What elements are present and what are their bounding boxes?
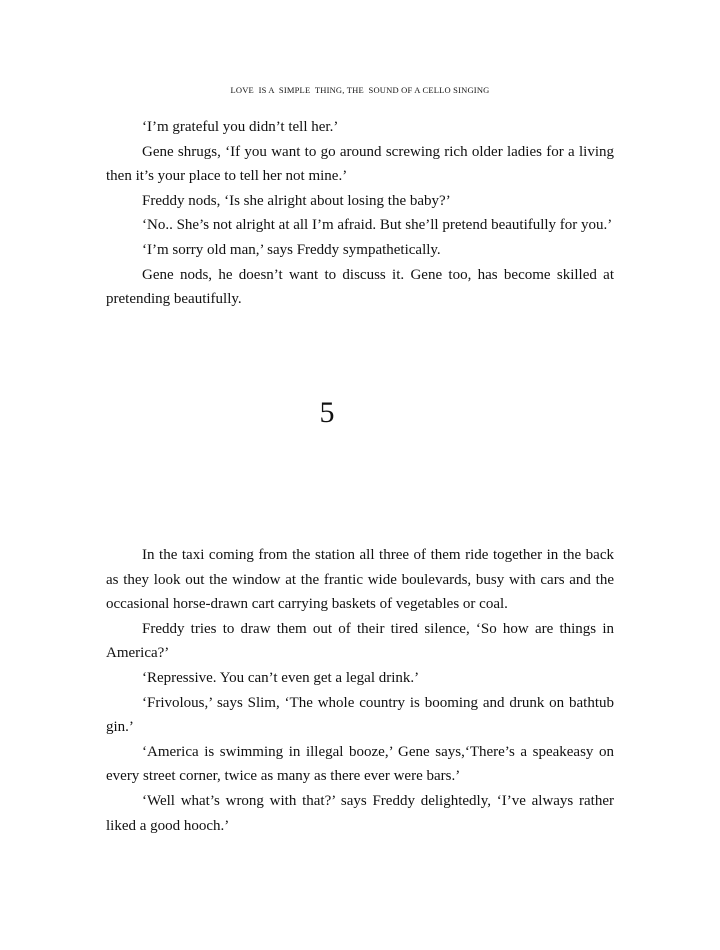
paragraph: ‘I’m sorry old man,’ says Freddy sympathetically.: [142, 241, 441, 258]
chapter-body: [106, 543, 614, 838]
paragraph: Freddy tries to draw them out of their tired silence, ‘So how are things in America?’: [106, 620, 614, 662]
paragraph: ‘Repressive. You can’t even get a legal drink.’: [142, 669, 420, 686]
paragraph: ‘No.. She’s not alright at all I’m afraid. But she’ll pretend beautifully for you.’: [142, 217, 613, 234]
paragraph: Freddy nods, ‘Is she alright about losing the baby?’: [142, 192, 451, 209]
paragraph: Gene shrugs, ‘If you want to go around screwing rich older ladies for a living then it’s your place to tell her not mine.’: [106, 143, 614, 185]
paragraph: ‘Well what’s wrong with that?’ says Freddy delightedly, ‘I’ve always rather liked a good hooch.’: [106, 792, 614, 834]
paragraph: ‘Frivolous,’ says Slim, ‘The whole country is booming and drunk on bathtub gin.’: [106, 694, 614, 736]
paragraph: In the taxi coming from the station all three of them ride together in the back as they look out the window at the frantic wide boulevards, busy with cars and the occasional horse-drawn cart carrying baskets of vegetables or coal.: [106, 547, 614, 613]
paragraph: Gene nods, he doesn’t want to discuss it. Gene too, has become skilled at pretending beautifully.: [106, 266, 614, 308]
section-before-chapter: [106, 115, 614, 312]
running-header: LOVE IS A SIMPLE THING, THE SOUND OF A CELLO SINGING: [230, 85, 490, 95]
chapter-number: 5: [319, 396, 335, 429]
paragraph: ‘America is swimming in illegal booze,’ Gene says,‘There’s a speakeasy on every street corner, twice as many as there ever were bars.’: [106, 743, 614, 785]
paragraph: ‘I’m grateful you didn’t tell her.’: [142, 119, 339, 135]
